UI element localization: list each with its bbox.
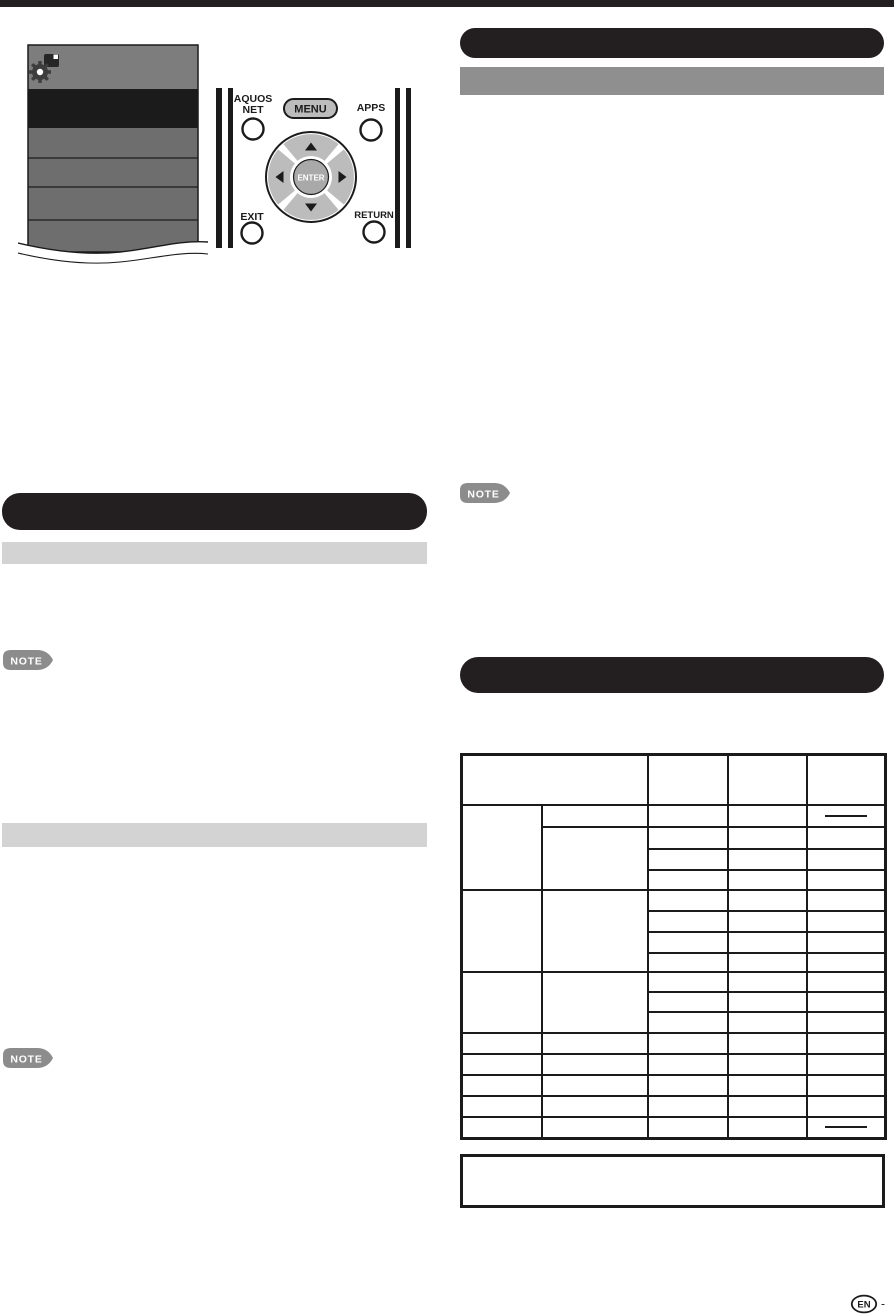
table-cell	[542, 805, 648, 827]
aquos-net-label-line2: NET	[242, 104, 264, 116]
table-cell	[728, 992, 807, 1012]
table-cell	[728, 755, 807, 805]
table-row	[462, 1075, 886, 1096]
table-cell	[462, 755, 648, 805]
table-cell	[807, 1054, 886, 1075]
table-cell	[648, 890, 728, 911]
table-cell	[728, 890, 807, 911]
table-cell	[542, 972, 648, 1033]
table-cell	[648, 972, 728, 992]
table-cell	[462, 972, 542, 1033]
enter-button-label: ENTER	[297, 173, 325, 183]
table-cell	[462, 1096, 542, 1117]
menu-button	[284, 99, 337, 118]
section-header-right-1	[460, 28, 884, 58]
table-row	[462, 1033, 886, 1054]
aquos-net-label: AQUOS	[233, 93, 273, 105]
table-cell	[807, 890, 886, 911]
subsection-bar-left-1	[2, 542, 427, 564]
table-cell	[728, 827, 807, 849]
table-cell	[807, 1012, 886, 1033]
aquos-net-button	[243, 119, 264, 140]
table-cell	[807, 827, 886, 849]
table-cell	[728, 953, 807, 972]
table-cell	[728, 870, 807, 890]
table-cell	[462, 1054, 542, 1075]
table-cell	[728, 932, 807, 953]
spec-table-wrap	[460, 753, 887, 1140]
menu-screenshot	[18, 42, 210, 270]
table-cell	[807, 805, 886, 827]
table-cell	[648, 1012, 728, 1033]
note-badge	[459, 482, 511, 504]
note-label: NOTE	[10, 1053, 43, 1066]
table-row	[462, 1096, 886, 1117]
table-cell	[648, 805, 728, 827]
menu-row	[28, 158, 198, 187]
table-row	[462, 890, 886, 911]
exit-button	[242, 223, 263, 244]
note-label: NOTE	[10, 655, 43, 668]
table-cell	[648, 870, 728, 890]
table-cell	[728, 1012, 807, 1033]
table-cell	[807, 1096, 886, 1117]
table-cell	[807, 953, 886, 972]
return-label: RETURN	[354, 210, 394, 221]
table-cell	[542, 1033, 648, 1054]
table-cell	[648, 1117, 728, 1139]
section-header-left	[2, 493, 427, 530]
note-badge	[2, 649, 54, 671]
table-cell	[462, 1117, 542, 1139]
footer-dash: -	[881, 1296, 885, 1311]
dash-line	[825, 815, 867, 817]
table-cell	[648, 849, 728, 870]
table-cell	[462, 890, 542, 972]
spec-table	[460, 753, 887, 1140]
table-row	[462, 972, 886, 992]
subsection-bar-right	[460, 67, 884, 95]
table-cell	[542, 1117, 648, 1139]
exit-label: EXIT	[240, 211, 264, 223]
table-cell	[728, 849, 807, 870]
table-cell	[648, 932, 728, 953]
note-box	[460, 1154, 885, 1208]
table-cell	[807, 1117, 886, 1139]
table-cell	[648, 992, 728, 1012]
table-cell	[728, 805, 807, 827]
table-cell	[542, 1096, 648, 1117]
table-cell	[807, 911, 886, 932]
note-badge	[2, 1047, 54, 1069]
apps-button	[361, 120, 382, 141]
table-cell	[807, 992, 886, 1012]
table-cell	[728, 1096, 807, 1117]
table-row	[462, 805, 886, 827]
dpad	[266, 132, 356, 222]
table-cell	[728, 1117, 807, 1139]
table-cell	[648, 911, 728, 932]
table-row	[462, 1117, 886, 1139]
menu-selected-row	[28, 89, 198, 128]
table-cell	[648, 1075, 728, 1096]
footer-language-label: EN	[857, 1299, 871, 1311]
dash-line	[825, 1126, 867, 1128]
note-label: NOTE	[467, 488, 500, 501]
table-cell	[728, 1054, 807, 1075]
table-cell	[728, 911, 807, 932]
table-cell	[807, 1033, 886, 1054]
table-cell	[648, 953, 728, 972]
table-cell	[542, 1075, 648, 1096]
apps-label: APPS	[356, 102, 386, 114]
table-cell	[807, 1075, 886, 1096]
table-cell	[728, 1033, 807, 1054]
table-cell	[648, 827, 728, 849]
menu-row	[28, 128, 198, 158]
table-header-row	[462, 755, 886, 805]
table-cell	[462, 1075, 542, 1096]
table-row	[462, 1054, 886, 1075]
menu-row	[28, 187, 198, 220]
table-cell	[807, 932, 886, 953]
subsection-bar-left-2	[2, 823, 427, 847]
menu-button-label: MENU	[294, 103, 327, 116]
table-cell	[648, 1096, 728, 1117]
table-cell	[462, 1033, 542, 1054]
table-cell	[648, 1054, 728, 1075]
table-cell	[462, 805, 542, 890]
table-cell	[648, 755, 728, 805]
table-cell	[542, 1054, 648, 1075]
table-cell	[648, 1033, 728, 1054]
top-page-rule	[0, 0, 894, 7]
table-cell	[807, 849, 886, 870]
table-cell	[542, 890, 648, 972]
section-header-right-2	[460, 657, 884, 693]
table-cell	[728, 1075, 807, 1096]
table-cell	[542, 827, 648, 890]
footer-language-badge	[850, 1294, 894, 1315]
remote-illustration	[208, 84, 416, 254]
table-cell	[807, 755, 886, 805]
table-cell	[807, 972, 886, 992]
table-cell	[807, 870, 886, 890]
return-button	[364, 222, 385, 243]
table-cell	[728, 972, 807, 992]
